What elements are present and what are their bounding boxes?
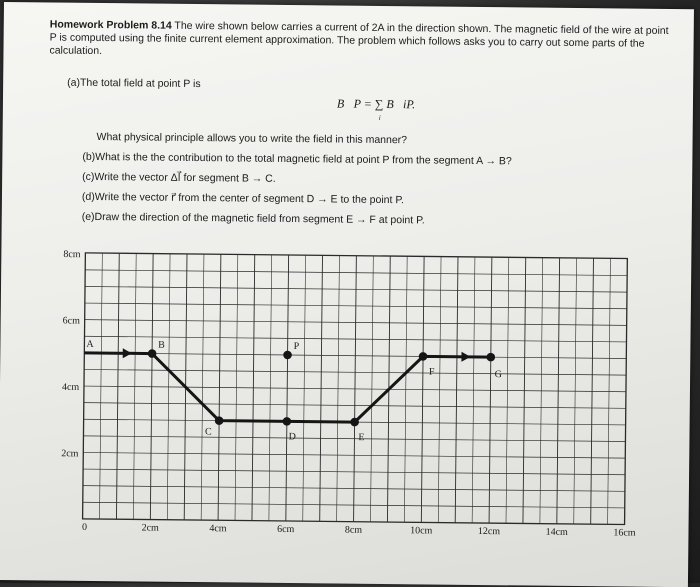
y-axis-label: 6cm bbox=[62, 315, 80, 327]
label-d: D bbox=[288, 431, 297, 443]
x-axis-label: 16cm bbox=[613, 527, 636, 539]
arrow-a-b-icon bbox=[123, 348, 132, 358]
figure-labels bbox=[60, 249, 638, 539]
problem-intro-text: The wire shown below carries a current of 2A in the direction shown. The magnetic field of the wire at point P is computed using the finite current element approximation. The problem which follows asks you to carry out some parts of the calculation. bbox=[49, 19, 669, 58]
part-e: (e)Draw the direction of the magnetic field from segment E → F at point P. bbox=[81, 210, 425, 227]
label-f: F bbox=[428, 366, 435, 378]
worksheet-page bbox=[0, 2, 694, 587]
part-b: (b)What is the the contribution to the total magnetic field at point P from the segment A → B? bbox=[82, 150, 512, 168]
principle-question: What physical principle allows you to write the field in this manner? bbox=[96, 130, 408, 147]
label-b: B bbox=[158, 339, 165, 351]
x-axis-label: 4cm bbox=[209, 523, 227, 535]
label-e: E bbox=[358, 432, 365, 444]
node-g-dot bbox=[486, 353, 495, 362]
x-axis-label: 8cm bbox=[344, 524, 363, 536]
x-axis-label: 10cm bbox=[410, 525, 433, 537]
y-axis-label: 8cm bbox=[63, 249, 81, 261]
formula-text: B⃗P = ∑ B⃗iP. bbox=[336, 96, 416, 112]
node-d-dot bbox=[283, 417, 292, 426]
part-d: (d)Write the vector r⃗ from the center of segment D → E to the point P. bbox=[81, 190, 405, 207]
x-axis-label: 12cm bbox=[477, 525, 501, 538]
label-c: C bbox=[204, 426, 212, 438]
wire-figure bbox=[0, 2, 694, 587]
part-c: (c)Write the vector Δl⃗ for segment B → C. bbox=[82, 170, 276, 185]
label-a: A bbox=[86, 338, 94, 350]
y-axis-label: 2cm bbox=[61, 448, 79, 460]
x-axis-label: 0 bbox=[81, 521, 88, 533]
x-axis-label: 14cm bbox=[545, 526, 568, 538]
point-p-dot bbox=[283, 351, 292, 360]
formula-index: i bbox=[378, 113, 381, 122]
x-axis-label: 6cm bbox=[277, 523, 295, 536]
arrow-f-g-icon bbox=[461, 352, 470, 362]
label-g: G bbox=[494, 369, 502, 381]
grid bbox=[83, 253, 628, 525]
label-p: P bbox=[293, 341, 300, 353]
problem-header: Homework Problem 8.14 bbox=[49, 18, 172, 32]
part-a: (a)The total field at point P is bbox=[67, 76, 201, 91]
x-axis-label: 2cm bbox=[141, 522, 159, 534]
y-axis-label: 4cm bbox=[61, 381, 80, 394]
